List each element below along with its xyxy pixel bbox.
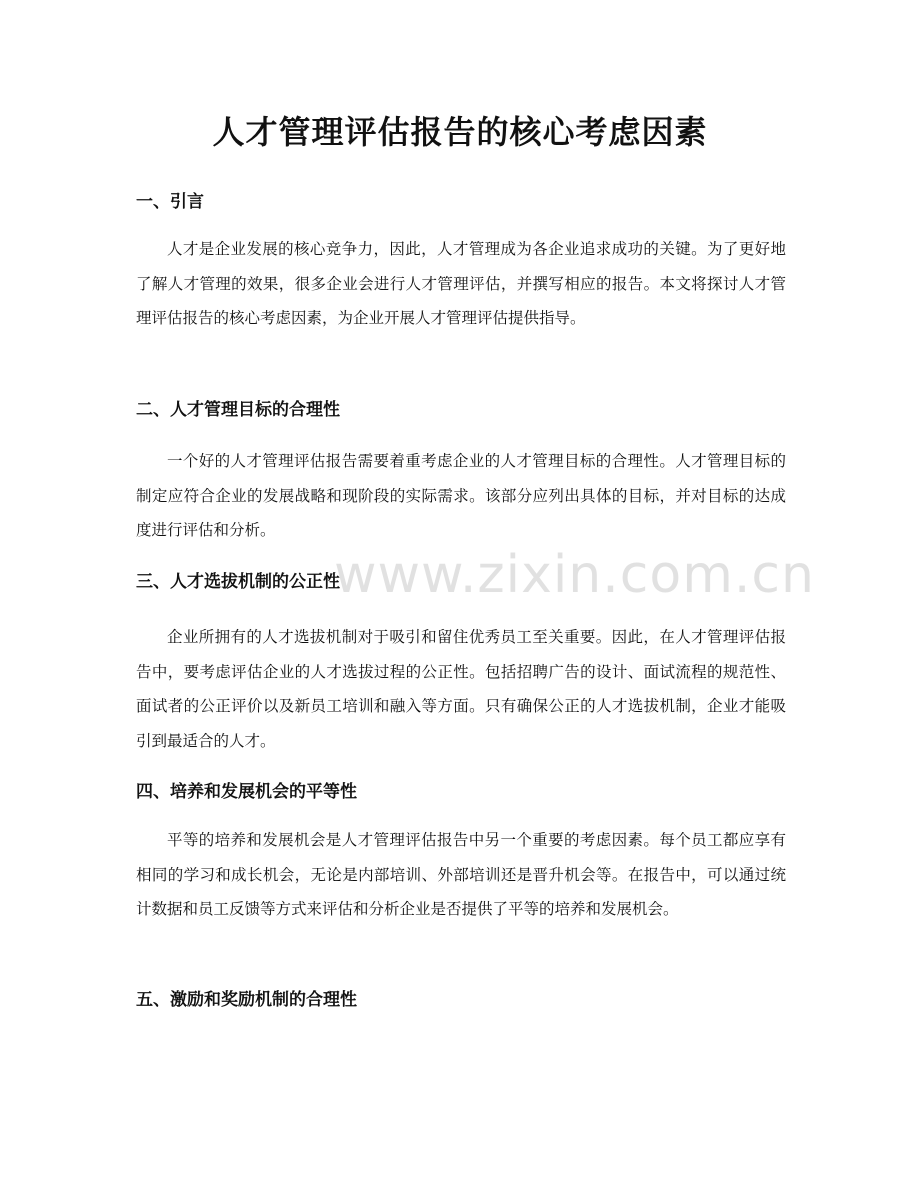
section-heading-selection: 三、人才选拔机制的公正性 — [136, 572, 340, 592]
document-title: 人才管理评估报告的核心考虑因素 — [212, 113, 708, 151]
section-heading-incentives: 五、激励和奖励机制的合理性 — [136, 990, 357, 1010]
section-paragraph-goals: 一个好的人才管理评估报告需要着重考虑企业的人才管理目标的合理性。人才管理目标的制定应符合企业的发展战略和现阶段的实际需求。该部分应列出具体的目标，并对目标的达成度进行评估和分析。 — [136, 452, 786, 539]
section-paragraph-selection: 企业所拥有的人才选拔机制对于吸引和留住优秀员工至关重要。因此，在人才管理评估报告中，要考虑评估企业的人才选拔过程的公正性。包括招聘广告的设计、面试流程的规范性、面试者的公正评价以及新员工培训和融入等方面。只有确保公正的人才选拔机制，企业才能吸引到最适合的人才。 — [136, 628, 786, 750]
watermark-text: www.zixin.com.cn — [334, 545, 815, 605]
section-heading-development: 四、培养和发展机会的平等性 — [136, 782, 357, 802]
section-paragraph-development: 平等的培养和发展机会是人才管理评估报告中另一个重要的考虑因素。每个员工都应享有相同的学习和成长机会，无论是内部培训、外部培训还是晋升机会等。在报告中，可以通过统计数据和员工反馈等方式来评估和分析企业是否提供了平等的培养和发展机会。 — [136, 831, 786, 918]
section-heading-goals: 二、人才管理目标的合理性 — [136, 400, 340, 420]
section-heading-introduction: 一、引言 — [136, 192, 204, 212]
section-paragraph-introduction: 人才是企业发展的核心竞争力，因此，人才管理成为各企业追求成功的关键。为了更好地了解人才管理的效果，很多企业会进行人才管理评估，并撰写相应的报告。本文将探讨人才管理评估报告的核心考虑因素，为企业开展人才管理评估提供指导。 — [136, 240, 786, 327]
